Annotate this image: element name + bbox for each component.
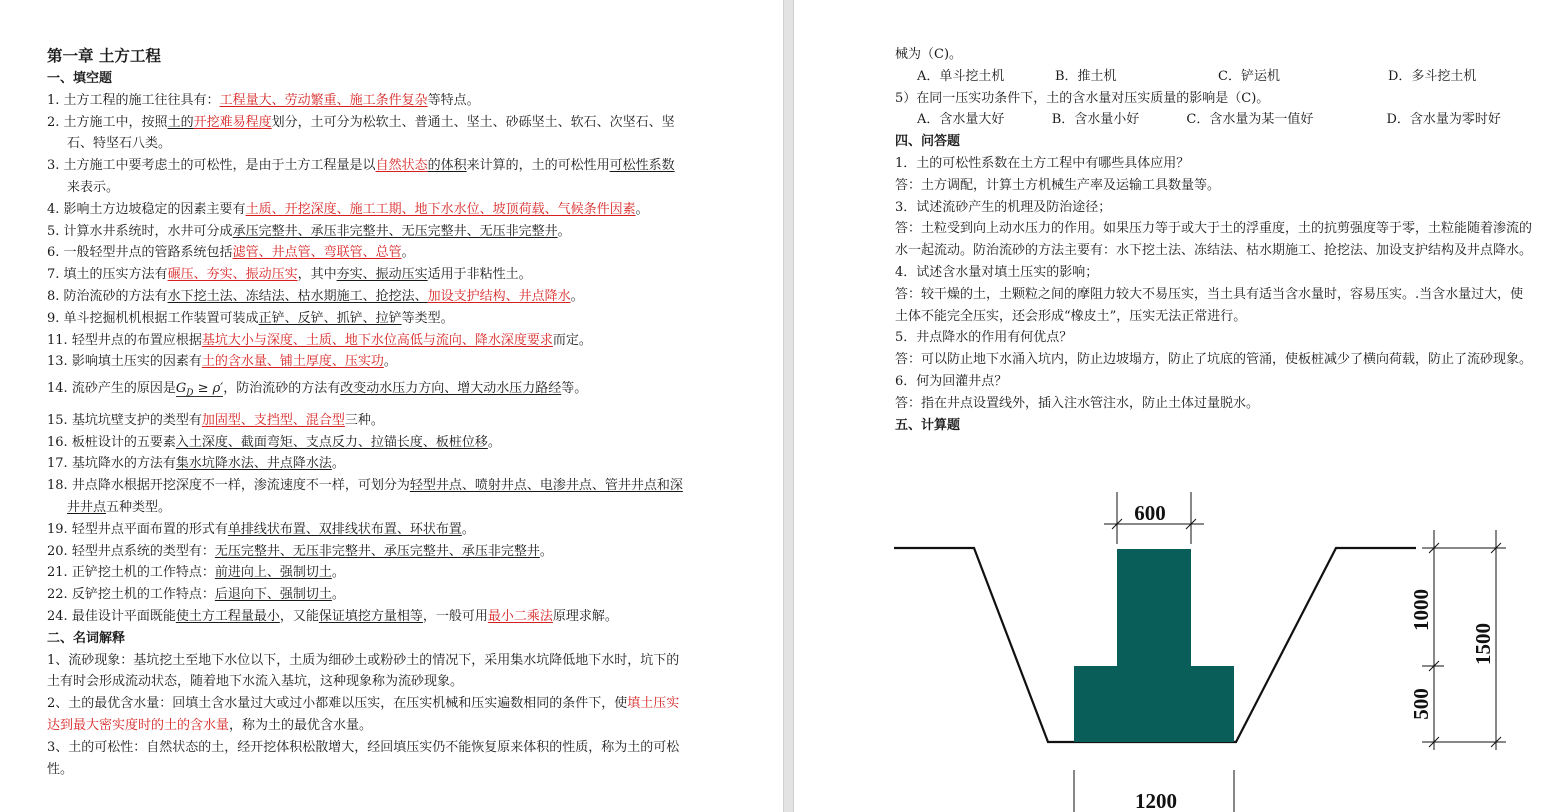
item-number: 13. [47, 354, 68, 370]
text-run: 。 [635, 201, 649, 217]
definition-paragraph [47, 650, 687, 694]
answer-option: B．推土机 [1055, 68, 1117, 84]
item-number: 2. [47, 114, 60, 130]
text-run: ，其中 [297, 267, 337, 283]
underlined-answer: 使土方工程量最小 [175, 608, 280, 624]
item-number: 3. [47, 158, 60, 174]
text-run: 井点降水根据开挖深度不一样，渗流速度不一样，可划分为 [71, 478, 410, 494]
answer: 答：较干燥的土，土颗粒之间的摩阻力较大不易压实，当土具有适当含水量时，容易压实。.当含水量过大，使土体不能完全压实，还会形成“橡皮土”，压实无法正常进行。 [895, 286, 1524, 324]
formula-symbol: G [175, 381, 187, 397]
text-run: 来计算的，土的可松性用 [466, 158, 610, 174]
dim-1200-label: 1200 [1135, 789, 1177, 812]
fill-blank-item [47, 584, 687, 606]
item-number: 6. [47, 245, 60, 261]
question: 3．试述流砂产生的机理及防治途径； [895, 199, 1112, 215]
item-number: 20. [47, 543, 68, 559]
text-run: 。 [487, 434, 501, 450]
right-page [794, 0, 1563, 812]
underlined-answer: 滤管、井点管、弯联管、总管 [232, 245, 402, 261]
item-number: 15. [47, 412, 68, 428]
underlined-answer: 轻型井点、喷射井点、电渗井点、管井井点和深井井点 [67, 478, 683, 515]
dim-1000-label: 1000 [1409, 589, 1433, 631]
text-run: 3、土的可松性：自然状态的土，经开挖体积松散增大，经回填压实仍不能恢复原来体积的性质，称为土的可松性。 [47, 739, 680, 777]
foundation-base [1074, 666, 1234, 742]
underlined-answer: 后退向下、强制切土 [214, 587, 332, 603]
text-run: 基坑降水的方法有 [71, 456, 176, 472]
text-run: 。 [331, 587, 345, 603]
fill-blank-item [47, 432, 687, 454]
text-run: 板桩设计的五要素 [71, 434, 176, 450]
left-page-content [47, 44, 687, 780]
text-run: 流砂产生的原因是 [71, 381, 176, 397]
fill-blank-item [47, 286, 687, 308]
item-number: 16. [47, 434, 68, 450]
text-run: 影响土方边坡稳定的因素主要有 [63, 201, 246, 217]
text-run: 反铲挖土机的工作特点： [71, 587, 215, 603]
item-number: 5. [47, 223, 60, 239]
answer: 答：可以防止地下水涌入坑内，防止边坡塌方，防止了坑底的管涌，使板桩减少了横向荷载，防止了流砂现象。 [895, 352, 1533, 368]
text-run: 。 [461, 521, 475, 537]
text-run: ，又能 [279, 608, 319, 624]
underlined-answer: 土的 [167, 114, 194, 130]
text-run: 土方施工中，按照 [63, 114, 168, 130]
text-run: 等类型。 [401, 310, 454, 326]
underlined-answer: 入土深度、截面弯矩、支点反力、拉锚长度、板桩位移 [175, 434, 488, 450]
fill-blank-item [47, 330, 687, 352]
text-run: 等。 [561, 381, 588, 397]
text-run: 土方施工中要考虑土的可松性，是由于土方工程量是以 [63, 158, 376, 174]
question: 5．井点降水的作用有何优点？ [895, 330, 1073, 346]
chapter-title: 第一章 土方工程 [47, 47, 161, 65]
fill-blank-item [47, 155, 687, 199]
text-run: 。 [401, 245, 415, 261]
fill-blank-item [47, 541, 687, 563]
fill-blank-item [47, 112, 687, 156]
underlined-answer: 的体积 [427, 158, 467, 174]
dim-600-label: 600 [1134, 501, 1166, 525]
question: 1．土的可松性系数在土方工程中有哪些具体应用？ [895, 155, 1190, 171]
fill-blank-item [47, 519, 687, 541]
text-run: ，一般可用 [422, 608, 488, 624]
answer-option: A．含水量大好 [917, 112, 1005, 128]
answer-option: D．多斗挖土机 [1388, 68, 1477, 84]
fill-blank-item [47, 264, 687, 286]
underlined-answer: 开挖难易程度 [193, 114, 272, 130]
text-run: 。 [570, 288, 584, 304]
fill-blank-item [47, 606, 687, 628]
answer: 答：土粒受到向上动水压力的作用。如果压力等于或大于土的浮重度，土的抗剪强度等于零，土粒能随着渗流的水一起流动。防治流砂的方法主要有：水下挖土法、冻结法、枯水期施工、抢挖法、加设支护结构及井点降水。 [895, 221, 1533, 259]
formula-rest: ≥ ρ′ [193, 381, 224, 397]
item-number: 14. [47, 381, 68, 397]
underlined-answer: 土质、开挖深度、施工工期、地下水水位、坡顶荷载、气候条件因素 [245, 201, 636, 217]
answer-option: D．含水量为零时好 [1386, 112, 1501, 128]
fill-blank-item [47, 453, 687, 475]
item-number: 7. [47, 267, 60, 283]
fill-blank-item [47, 373, 687, 410]
question-5: 5）在同一压实功条件下，土的含水量对压实质量的影响是（C)。 [895, 90, 1270, 106]
text-run: 五种类型。 [106, 499, 172, 515]
item-number: 9. [47, 310, 60, 326]
underlined-answer: 加设支护结构、井点降水 [427, 288, 571, 304]
text-run: 一般轻型井点的管路系统包括 [63, 245, 233, 261]
underlined-answer: 正铲、反铲、抓铲、拉铲 [258, 310, 402, 326]
underlined-answer: 单排线状布置、双排线状布置、环状布置 [227, 521, 462, 537]
foundation-column [1117, 549, 1191, 666]
underlined-answer: 保证填挖方量相等 [318, 608, 423, 624]
item-number: 22. [47, 587, 68, 603]
item-number: 8. [47, 288, 60, 304]
fill-blank-item [47, 351, 687, 373]
item-number: 19. [47, 521, 68, 537]
fill-blank-item [47, 242, 687, 264]
text-run: 轻型井点的布置应根据 [71, 332, 202, 348]
text-run: 。 [557, 223, 571, 239]
text-run: 等特点。 [427, 92, 480, 108]
section-heading: 四、问答题 [895, 134, 961, 150]
text-run: 影响填土压实的因素有 [71, 354, 202, 370]
text-run: 原理求解。 [552, 608, 618, 624]
fill-blank-item [47, 90, 687, 112]
underlined-answer: 集水坑降水法、井点降水法 [175, 456, 332, 472]
underlined-answer: 改变动水压力方向、增大动水压力路经 [340, 381, 562, 397]
answer-option: A．单斗挖土机 [917, 68, 1005, 84]
text-run: 防治流砂的方法有 [63, 288, 168, 304]
page-gutter [783, 0, 794, 812]
answer-option: B．含水量小好 [1051, 112, 1140, 128]
answer-options [895, 66, 1535, 88]
highlight-text: 填土压实达到最大密实度时的土的含水量 [47, 696, 680, 733]
formula-subscript: D [186, 388, 194, 399]
text-run: 。 [539, 543, 553, 559]
dim-1500-label: 1500 [1471, 623, 1495, 665]
text-run: 正铲挖土机的工作特点： [71, 565, 215, 581]
item-number: 11. [47, 332, 68, 348]
text-run: 。 [383, 354, 397, 370]
item-number: 17. [47, 456, 68, 472]
answer-options [895, 109, 1535, 131]
text-run: 填土的压实方法有 [63, 267, 168, 283]
text-run: 三种。 [344, 412, 384, 428]
text-run: 来表示。 [67, 179, 120, 195]
text-run: 轻型井点平面布置的形式有 [71, 521, 228, 537]
section-heading: 二、名词解释 [47, 630, 126, 646]
question: 6．何为回灌井点？ [895, 373, 1008, 389]
underlined-answer: 前进向上、强制切土 [214, 565, 332, 581]
section-heading: 五、计算题 [895, 417, 961, 433]
underlined-answer: 最小二乘法 [487, 608, 553, 624]
dim-500-label: 500 [1409, 688, 1433, 720]
text-run: 划分，土可分为松软土、普通土、坚土、砂砾坚土、软石、次坚石、坚石、特坚石八类。 [67, 114, 675, 152]
item-number: 1. [47, 92, 60, 108]
fill-blank-item [47, 308, 687, 330]
underlined-answer: 夯实、振动压实 [336, 267, 428, 283]
underlined-answer: 工程量大、劳动繁重、施工条件复杂 [219, 92, 428, 108]
text-run: 土方工程的施工往往具有： [63, 92, 220, 108]
underlined-answer: 加固型、支挡型、混合型 [201, 412, 345, 428]
item-number: 24. [47, 608, 68, 624]
underlined-answer: 土的含水量、铺土厚度、压实功 [201, 354, 384, 370]
text-run: 适用于非粘性土。 [427, 267, 532, 283]
question: 4．试述含水量对填土压实的影响； [895, 264, 1099, 280]
text-run: 1、流砂现象：基坑挖土至地下水位以下，土质为细砂土或粉砂土的情况下，采用集水坑降低地下水时，坑下的土有时会形成流动状态，随着地下水流入基坑，这种现象称为流砂现象。 [47, 652, 680, 690]
foundation-trench-figure [894, 488, 1534, 812]
answer-option: C．含水量为某一值好 [1186, 112, 1314, 128]
text-run: 2、土的最优含水量：回填土含水量过大或过小都难以压实，在压实机械和压实遍数相同的条件下，使 [47, 696, 628, 712]
text-run: 基坑坑壁支护的类型有 [71, 412, 202, 428]
underlined-answer: 自然状态 [375, 158, 428, 174]
text-run: 轻型井点系统的类型有： [71, 543, 215, 559]
fill-blank-item [47, 221, 687, 243]
answer: 答：土方调配，计算土方机械生产率及运输工具数量等。 [895, 177, 1221, 193]
section-heading: 一、填空题 [47, 71, 113, 86]
continued-line: 械为（C)。 [895, 47, 963, 62]
answer: 答：指在井点设置线外，插入注水管注水，防止土体过量脱水。 [895, 395, 1260, 411]
text-run: 而定。 [552, 332, 592, 348]
fill-blank-item [47, 475, 687, 519]
text-run: 最佳设计平面既能 [71, 608, 176, 624]
formula [176, 381, 223, 397]
text-run: 计算水井系统时，水井可分成 [63, 223, 233, 239]
text-run: 。 [331, 565, 345, 581]
text-run: 单斗挖掘机机根据工作装置可装成 [63, 310, 259, 326]
item-number: 18. [47, 478, 68, 494]
underlined-answer: 承压完整井、承压非完整井、无压完整井、无压非完整井 [232, 223, 558, 239]
underlined-answer: 碾压、夯实、振动压实 [167, 267, 298, 283]
underlined-answer: 基坑大小与深度、土质、地下水位高低与流向、降水深度要求 [201, 332, 553, 348]
text-run: 。 [331, 456, 345, 472]
fill-blank-item [47, 410, 687, 432]
text-run: ，称为土的最优含水量。 [229, 717, 373, 733]
definition-paragraph [47, 737, 687, 781]
underlined-answer: 无压完整井、无压非完整井、承压完整井、承压非完整井 [214, 543, 540, 559]
fill-blank-item [47, 199, 687, 221]
answer-option: C．铲运机 [1218, 68, 1280, 84]
definition-paragraph [47, 693, 687, 737]
fill-blank-item [47, 562, 687, 584]
underlined-answer: 可松性系数 [609, 158, 675, 174]
right-page-content [895, 44, 1535, 436]
item-number: 4. [47, 201, 60, 217]
item-number: 21. [47, 565, 68, 581]
text-run: ，防治流砂的方法有 [223, 381, 341, 397]
underlined-answer: 水下挖土法、冻结法、枯水期施工、抢挖法、 [167, 288, 428, 304]
